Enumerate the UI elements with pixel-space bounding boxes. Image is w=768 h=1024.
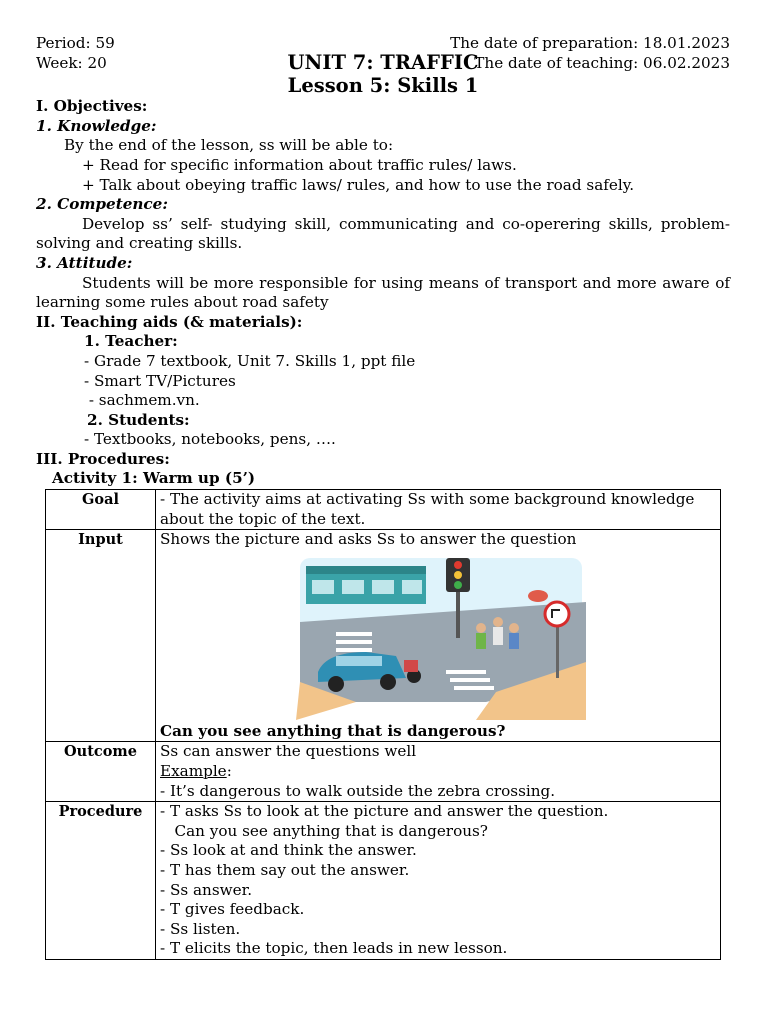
table-row [46, 530, 721, 742]
input-cell [156, 530, 721, 742]
teaching-date: The date of teaching: 06.02.2023 [474, 53, 730, 72]
lesson-plan-page [36, 34, 730, 960]
procedure-label: Procedure [46, 802, 156, 960]
attitude-text: Students will be more responsible for using means of transport and more aware of learning some rules about road safety [36, 273, 730, 312]
procedure-cell [156, 802, 721, 960]
procedure-step: Can you see anything that is dangerous? [160, 821, 488, 840]
lesson-title: Lesson 5: Skills 1 [287, 74, 479, 98]
procedure-step: - T asks Ss to look at the picture and answer the question. [160, 802, 609, 821]
goal-text: - The activity aims at activating Ss with some background knowledge about the topic of the text. [156, 490, 721, 530]
preparation-date: The date of preparation: 18.01.2023 [450, 34, 730, 52]
input-label: Input [46, 530, 156, 742]
outcome-cell [156, 742, 721, 802]
period: Period: 59 [36, 34, 115, 52]
competence-text: Develop ss’ self- studying skill, communicating and co-operering skills, problem-solving and creating skills. [36, 214, 730, 253]
example-colon: : [226, 762, 232, 781]
activity-table [45, 489, 721, 960]
procedure-step: - Ss listen. [160, 919, 241, 938]
procedure-step: - T gives feedback. [160, 900, 305, 919]
knowledge-item: + Read for specific information about traffic rules/ laws. [82, 155, 517, 174]
knowledge-heading: 1. Knowledge: [36, 116, 157, 135]
procedure-step: - T has them say out the answer. [160, 861, 410, 879]
example-label: Example [160, 762, 227, 781]
goal-label: Goal [46, 490, 156, 530]
procedure-step: - Ss look at and think the answer. [160, 841, 417, 860]
competence-heading: 2. Competence: [36, 195, 168, 214]
teacher-item: - sachmem.vn. [84, 391, 200, 410]
example-text: - It’s dangerous to walk outside the zebra crossing. [160, 781, 556, 800]
knowledge-item: + Talk about obeying traffic laws/ rules, and how to use the road safely. [82, 175, 635, 194]
header-left [36, 34, 115, 73]
attitude-heading: 3. Attitude: [36, 253, 133, 272]
table-row [46, 742, 721, 802]
teacher-item: - Grade 7 textbook, Unit 7. Skills 1, ppt file [84, 351, 416, 370]
teacher-item: - Smart TV/Pictures [84, 371, 236, 390]
objectives-heading: I. Objectives: [36, 97, 148, 116]
students-heading: 2. Students: [87, 410, 190, 429]
teacher-heading: 1. Teacher: [84, 332, 178, 351]
procedure-step: - Ss answer. [160, 880, 253, 899]
outcome-label: Outcome [46, 742, 156, 802]
knowledge-intro: By the end of the lesson, ss will be able to: [64, 136, 394, 155]
traffic-illustration [296, 552, 588, 720]
procedures-heading: III. Procedures: [36, 449, 170, 468]
header-right [450, 34, 730, 73]
week: Week: 20 [36, 53, 107, 72]
outcome-text: Ss can answer the questions well [160, 742, 417, 761]
example-line [160, 762, 716, 782]
activity-heading: Activity 1: Warm up (5’) [52, 469, 256, 488]
unit-title: UNIT 7: TRAFFIC [287, 51, 479, 75]
students-item: - Textbooks, notebooks, pens, …. [84, 430, 336, 449]
table-row [46, 802, 721, 960]
input-text: Shows the picture and asks Ss to answer the question [160, 530, 577, 549]
table-row [46, 490, 721, 530]
input-question: Can you see anything that is dangerous? [160, 721, 506, 740]
aids-heading: II. Teaching aids (& materials): [36, 312, 303, 331]
procedure-step: - T elicits the topic, then leads in new lesson. [160, 939, 508, 958]
